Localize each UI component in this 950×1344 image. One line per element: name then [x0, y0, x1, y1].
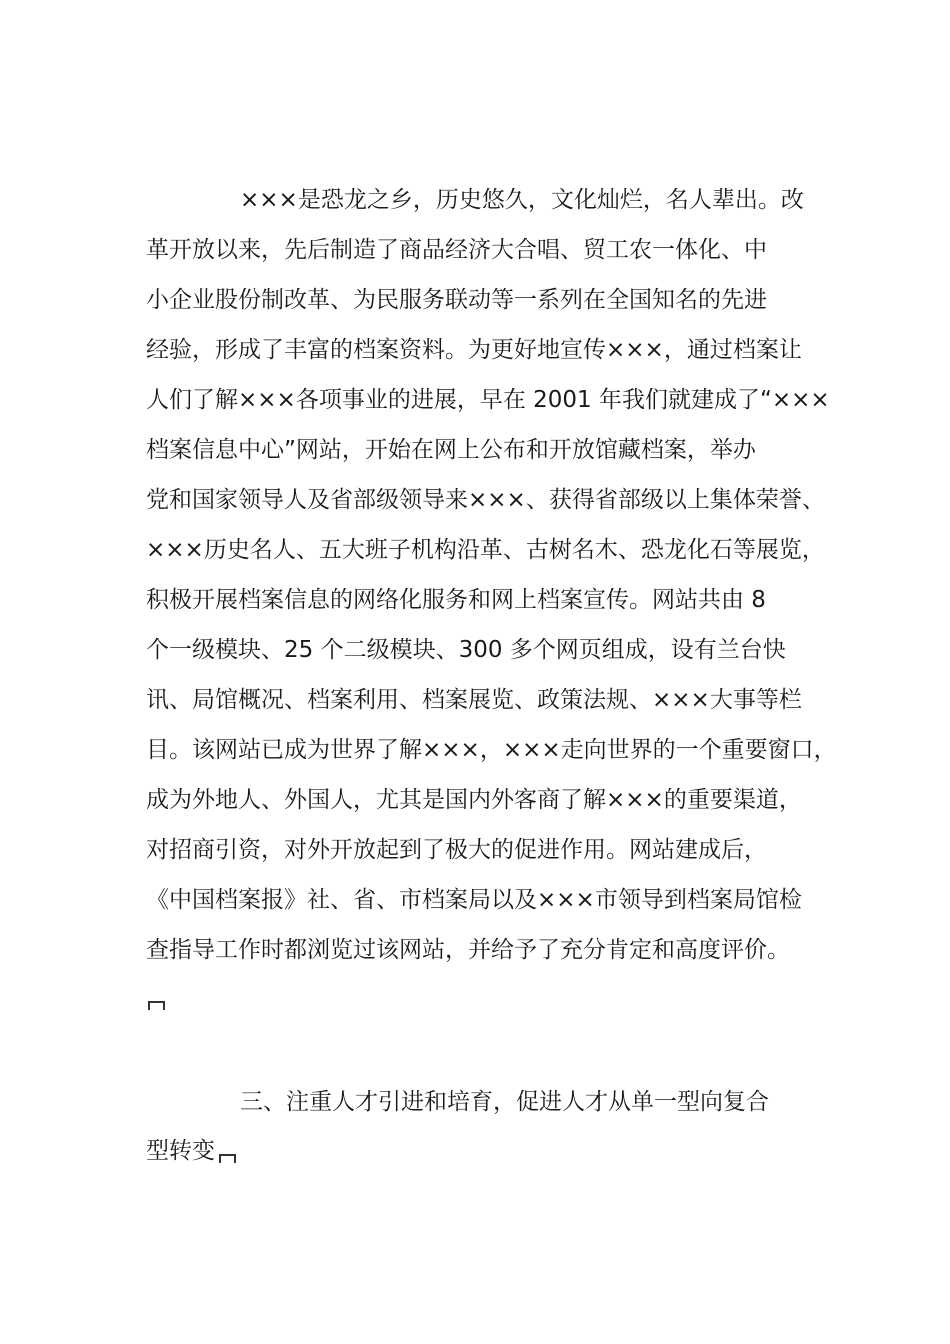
paragraph-line-5: 人们了解×××各项事业的进展，早在 2001 年我们就建成了“××× [146, 387, 830, 413]
paragraph-line-6: 档案信息中心”网站，开始在网上公布和开放馆藏档案，举办 [146, 437, 756, 463]
paragraph-line-2: 革开放以来，先后制造了商品经济大合唱、贸工农一体化、中 [146, 237, 767, 263]
paragraph-line-1: ×××是恐龙之乡，历史悠久，文化灿烂，名人辈出。改 [240, 187, 804, 213]
paragraph-line-3: 小企业股份制改革、为民服务联动等一系列在全国知名的先进 [146, 287, 767, 313]
paragraph-line-4: 经验，形成了丰富的档案资料。为更好地宣传×××，通过档案让 [146, 337, 802, 363]
paragraph-line-16: 查指导工作时都浏览过该网站，并给予了充分肯定和高度评价。 [146, 937, 790, 963]
paragraph-line-13: 成为外地人、外国人，尤其是国内外客商了解×××的重要渠道， [146, 787, 802, 813]
paragraph-line-8: ×××历史名人、五大班子机构沿革、古树名木、恐龙化石等展览， [146, 537, 825, 563]
paragraph-line-15: 《中国档案报》社、省、市档案局以及×××市领导到档案局馆检 [146, 887, 802, 913]
paragraph-mark-icon [219, 1154, 236, 1163]
paragraph-line-7: 党和国家领导人及省部级领导来×××、获得省部级以上集体荣誉、 [146, 487, 825, 513]
section-heading-line-2: 型转变 [146, 1138, 215, 1164]
section-heading-line-1: 三、注重人才引进和培育，促进人才从单一型向复合 [240, 1089, 769, 1115]
paragraph-line-11: 讯、局馆概况、档案利用、档案展览、政策法规、×××大事等栏 [146, 687, 802, 713]
paragraph-line-9: 积极开展档案信息的网络化服务和网上档案宣传。网站共由 8 [146, 587, 766, 613]
paragraph-line-10: 个一级模块、25 个二级模块、300 多个网页组成，设有兰台快 [146, 637, 786, 663]
paragraph-line-12: 目。该网站已成为世界了解×××，×××走向世界的一个重要窗口， [146, 737, 837, 763]
paragraph-mark-icon [148, 1001, 165, 1010]
paragraph-line-14: 对招商引资，对外开放起到了极大的促进作用。网站建成后， [146, 837, 767, 863]
